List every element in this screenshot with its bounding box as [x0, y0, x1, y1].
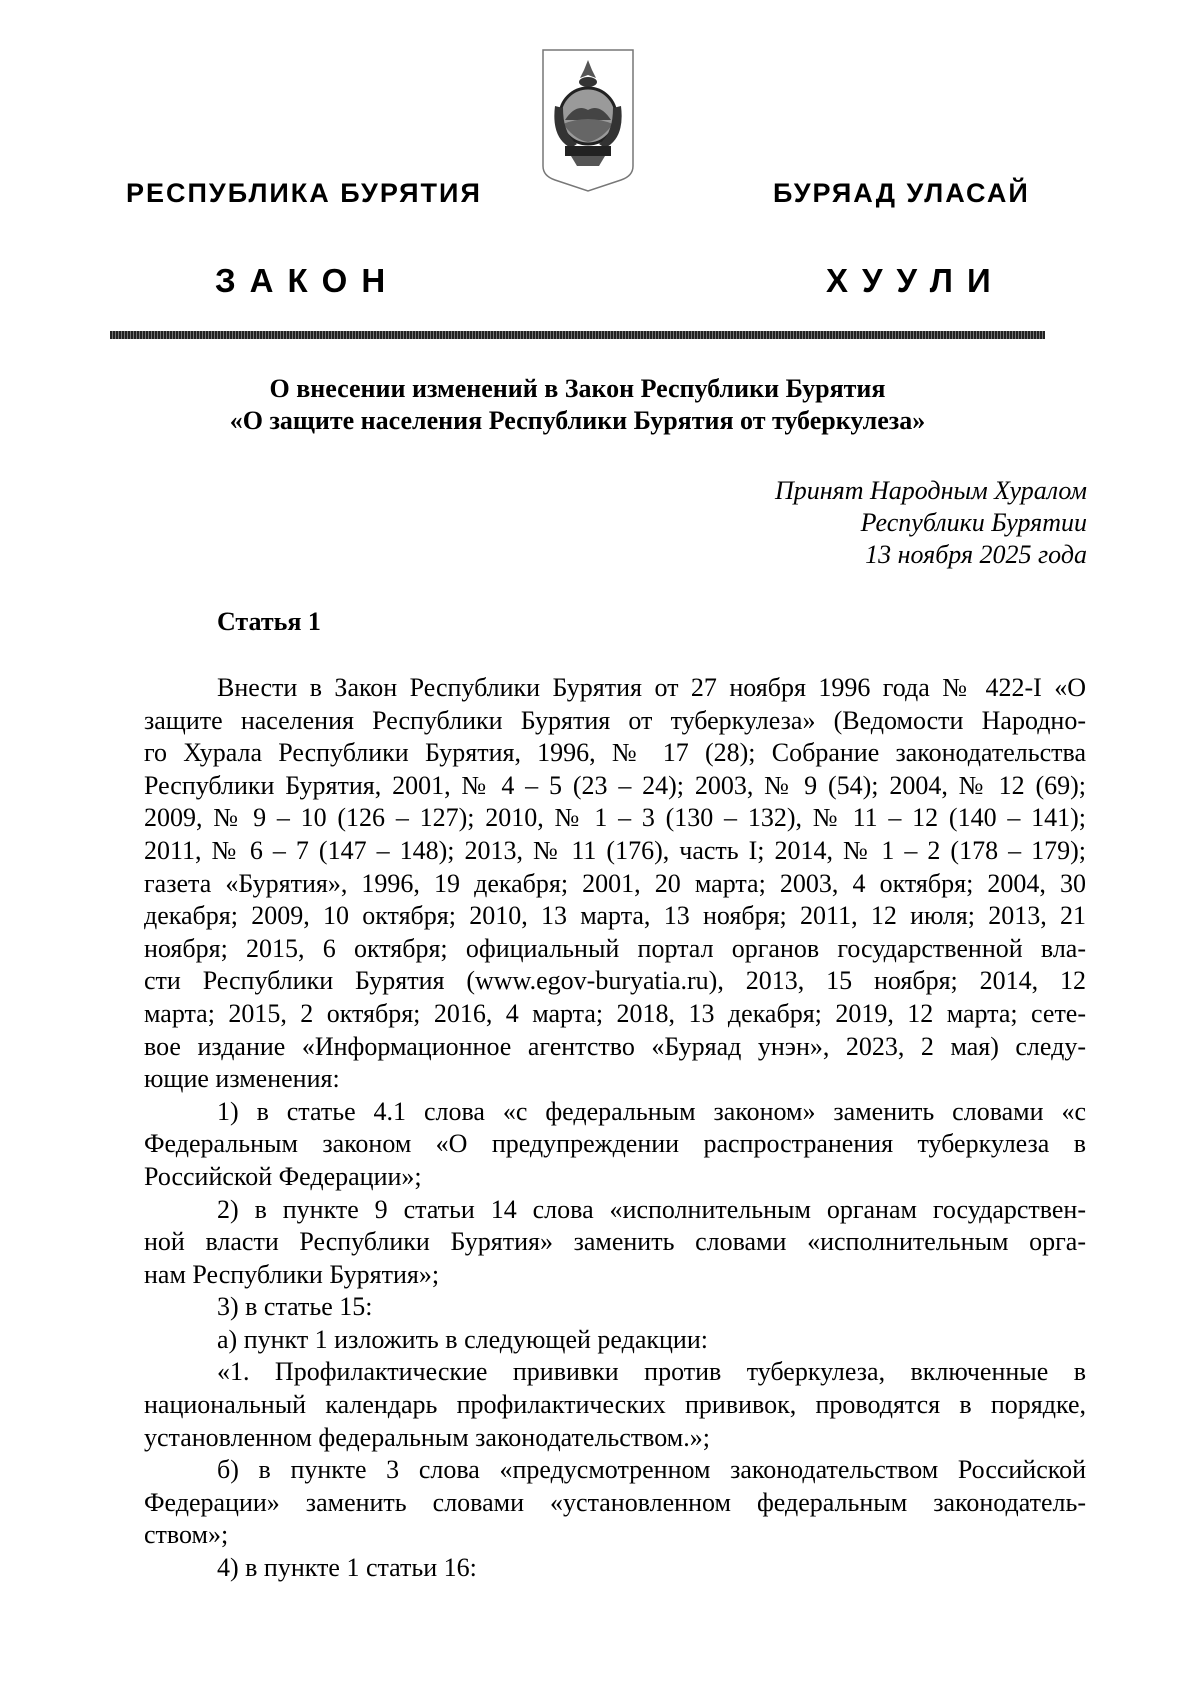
body-line: ноября; 2015, 6 октября; официальный портал органов государственной вла-	[144, 933, 1086, 963]
adoption-line-2: Республики Бурятии	[860, 508, 1087, 537]
adoption-line-1: Принят Народным Хуралом	[774, 476, 1087, 505]
header-divider	[110, 331, 1045, 339]
adoption-note	[775, 475, 1087, 571]
body-line: национальный календарь профилактических прививок, проводятся в порядке,	[144, 1390, 1086, 1420]
body-line: защите населения Республики Бурятия от туберкулеза» (Ведомости Народно-	[144, 705, 1086, 735]
body-line: сти Республики Бурятия (www.egov-buryatia.ru), 2013, 15 ноября; 2014, 12	[144, 966, 1086, 996]
body-line: а) пункт 1 изложить в следующей редакции:	[217, 1324, 708, 1354]
body-line: марта; 2015, 2 октября; 2016, 4 марта; 2018, 13 декабря; 2019, 12 марта; сете-	[144, 998, 1086, 1028]
republic-name-russian: РЕСПУБЛИКА БУРЯТИЯ	[126, 178, 482, 208]
body-line: б) в пункте 3 слова «предусмотренном законодательством Российской	[217, 1455, 1086, 1485]
title-line-2: «О защите населения Республики Бурятия от туберкулеза»	[229, 406, 926, 435]
body-line: Российской Федерации»;	[144, 1161, 422, 1191]
body-line: 2) в пункте 9 статьи 14 слова «исполнительным органам государствен-	[217, 1194, 1086, 1224]
body-line: Республики Бурятия, 2001, № 4 – 5 (23 – 24); 2003, № 9 (54); 2004, № 12 (69);	[144, 770, 1086, 800]
title-line-1: О внесении изменений в Закон Республики Бурятия	[269, 374, 886, 403]
body-line: ющие изменения:	[144, 1064, 340, 1094]
law-label-russian: ЗАКОН	[215, 262, 400, 299]
adoption-date: 13 ноября 2025 года	[865, 540, 1087, 569]
body-line: установленном федеральным законодательством.»;	[144, 1422, 710, 1452]
body-line: 1) в статье 4.1 слова «с федеральным законом» заменить словами «с	[217, 1096, 1086, 1126]
body-line: «1. Профилактические прививки против туберкулеза, включенные в	[217, 1357, 1086, 1387]
body-line: 4) в пункте 1 статьи 16:	[217, 1553, 477, 1583]
body-line: нам Республики Бурятия»;	[144, 1259, 440, 1289]
body-line: 2009, № 9 – 10 (126 – 127); 2010, № 1 – 3 (130 – 132), № 11 – 12 (140 – 141);	[144, 803, 1086, 833]
body-line: декабря; 2009, 10 октября; 2010, 13 марта, 13 ноября; 2011, 12 июля; 2013, 21	[144, 901, 1086, 931]
article-body	[144, 672, 1086, 1585]
body-line: газета «Бурятия», 1996, 19 декабря; 2001, 20 марта; 2003, 4 октября; 2004, 30	[144, 868, 1086, 898]
article-heading: Статья 1	[217, 607, 321, 636]
republic-name-buryat: БУРЯАД УЛАСАЙ	[773, 178, 1030, 208]
coat-of-arms-emblem	[541, 48, 635, 193]
body-line: 2011, № 6 – 7 (147 – 148); 2013, № 11 (176), часть I; 2014, № 1 – 2 (178 – 179);	[144, 835, 1086, 865]
body-line: го Хурала Республики Бурятия, 1996, № 17 (28); Собрание законодательства	[144, 738, 1086, 768]
body-line: ной власти Республики Бурятия» заменить словами «исполнительным орга-	[144, 1227, 1086, 1257]
body-line: Федеральным законом «О предупреждении распространения туберкулеза в	[144, 1129, 1086, 1159]
document-title	[110, 373, 1045, 437]
body-line: Федерации» заменить словами «установленном федеральным законодатель-	[144, 1487, 1086, 1517]
body-line: вое издание «Информационное агентство «Буряад унэн», 2023, 2 мая) следу-	[144, 1031, 1086, 1061]
law-label-buryat: ХУУЛИ	[826, 262, 1005, 299]
body-line: 3) в статье 15:	[217, 1292, 373, 1322]
body-line: Внести в Закон Республики Бурятия от 27 ноября 1996 года № 422-I «О	[217, 673, 1086, 702]
body-line: ством»;	[144, 1520, 229, 1550]
